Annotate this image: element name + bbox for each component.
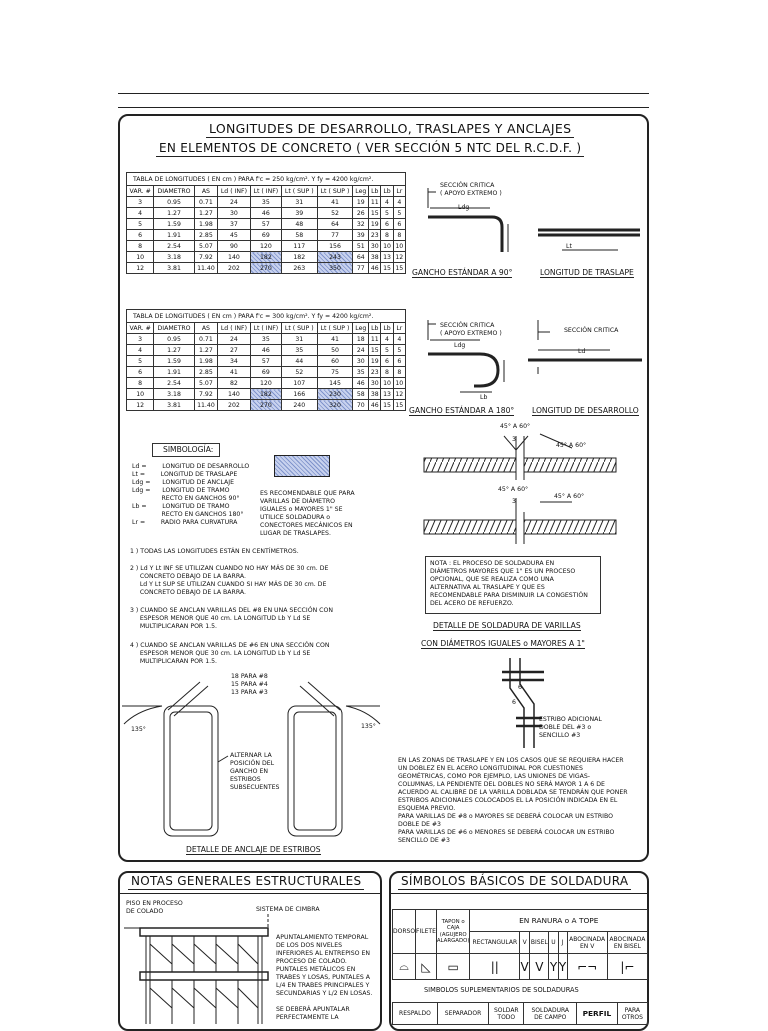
table-cell: 39: [353, 230, 369, 241]
symbol-tapon: ▭: [436, 954, 470, 980]
notas-generales-title: NOTAS GENERALES ESTRUCTURALES: [128, 874, 364, 888]
table-cell: 46: [369, 400, 381, 411]
symbol-v: V: [520, 954, 530, 980]
dim-a: 6: [518, 684, 522, 691]
table-cell: 35: [250, 334, 281, 345]
table-cell: 15: [393, 400, 405, 411]
table-cell: 3.81: [154, 400, 195, 411]
table-cell: 70: [353, 400, 369, 411]
table-cell: 166: [281, 389, 317, 400]
table-header: DIAMETRO: [154, 323, 195, 334]
gancho-180-title: GANCHO ESTÁNDAR A 180°: [409, 406, 515, 415]
col-filete: FILETE: [416, 910, 437, 954]
table-cell: 1.98: [194, 219, 217, 230]
angle-135-right: 135°: [361, 723, 376, 730]
table-cell: 50: [317, 345, 353, 356]
table-cell: 2.85: [194, 367, 217, 378]
table-row: [127, 356, 406, 367]
table-cell: 4: [393, 334, 405, 345]
table-cell: 13: [381, 389, 393, 400]
table-cell: 5: [381, 345, 393, 356]
sup-respaldo: RESPALDO: [393, 1003, 438, 1025]
table-cell: 5: [393, 208, 405, 219]
table-row: [127, 367, 406, 378]
table-caption: TABLA DE LONGITUDES ( EN cm ) PARA f'c = 250 kg/cm². Y fy = 4200 kg/cm².: [127, 173, 406, 186]
table-cell: 240: [281, 400, 317, 411]
table-header: AS: [194, 186, 217, 197]
table-cell: 57: [250, 356, 281, 367]
supplementary-symbols-table: [392, 1002, 648, 1025]
table-row: [127, 263, 406, 274]
table-cell: 202: [218, 263, 251, 274]
table-header: VAR. #: [127, 323, 154, 334]
table-cell: 145: [317, 378, 353, 389]
table-header: Lt ( SUP ): [281, 186, 317, 197]
alternar-text: ALTERNAR LA POSICIÓN DEL GANCHO EN ESTRIBOS SUBSECUENTES: [230, 752, 280, 791]
table-cell: 35: [281, 345, 317, 356]
simbologia-title: SIMBOLOGÍA:: [163, 445, 214, 454]
table-cell: 27: [218, 345, 251, 356]
col-bisel: BISEL: [530, 932, 549, 954]
length-table-300: [126, 309, 406, 411]
table-cell: 8: [393, 230, 405, 241]
table-cell: 4: [127, 345, 154, 356]
col-u: U: [549, 932, 558, 954]
table-cell: 30: [218, 208, 251, 219]
table-cell: 8: [381, 230, 393, 241]
table-cell: 11: [369, 334, 381, 345]
ldg-label-180: Ldg: [454, 342, 466, 349]
table-cell: 1.59: [154, 219, 195, 230]
table-cell: 8: [127, 378, 154, 389]
table-cell: 0.71: [194, 197, 217, 208]
table-cell: 5.07: [194, 378, 217, 389]
table-cell: 32: [353, 219, 369, 230]
table-cell: 31: [281, 197, 317, 208]
table-cell: 15: [393, 263, 405, 274]
table-cell: 69: [250, 230, 281, 241]
table-cell: 1.91: [154, 367, 195, 378]
table-cell: 1.27: [154, 345, 195, 356]
table-cell: 3.18: [154, 389, 195, 400]
header-rule-top: [118, 93, 649, 94]
table-cell: 3.18: [154, 252, 195, 263]
traslape-title: LONGITUD DE TRASLAPE: [540, 268, 634, 277]
weld-gap-2: 3: [512, 498, 516, 505]
note-1: 1 ) TODAS LAS LONGITUDES ESTÁN EN CENTÍMETROS.: [130, 548, 299, 555]
table-cell: 1.27: [194, 208, 217, 219]
table-header: Lb: [369, 323, 381, 334]
table-cell: 12: [393, 252, 405, 263]
col-j: J: [558, 932, 567, 954]
table-cell: 3: [127, 334, 154, 345]
table-cell: 1.91: [154, 230, 195, 241]
hatch-legend-swatch: [274, 455, 330, 477]
table-cell: 4: [381, 197, 393, 208]
table-cell: 19: [369, 219, 381, 230]
table-cell: 64: [317, 219, 353, 230]
table-cell: 6: [127, 230, 154, 241]
table-cell: 69: [250, 367, 281, 378]
table-header: AS: [194, 323, 217, 334]
table-cell: 6: [127, 367, 154, 378]
table-cell: 45: [218, 230, 251, 241]
panel-title-1: LONGITUDES DE DESARROLLO, TRASLAPES Y ANCLAJES: [206, 121, 574, 136]
table-header: Leg: [353, 323, 369, 334]
table-cell: 58: [281, 230, 317, 241]
table-cell: 8: [127, 241, 154, 252]
table-cell: 140: [218, 252, 251, 263]
piso-label: PISO EN PROCESO DE COLADO: [126, 900, 183, 915]
stirrup-title: DETALLE DE ANCLAJE DE ESTRIBOS: [186, 845, 321, 854]
table-cell: 120: [250, 378, 281, 389]
table-cell: 30: [369, 378, 381, 389]
table-header: Ld ( INF): [218, 186, 251, 197]
col-rectangular: RECTANGULAR: [470, 932, 520, 954]
table-caption: TABLA DE LONGITUDES ( EN cm ) PARA f'c = 300 kg/cm². Y fy = 4200 kg/cm².: [127, 310, 406, 323]
table-header: Leg: [353, 186, 369, 197]
weld-note-text: NOTA : EL PROCESO DE SOLDADURA EN DIÁMETROS MAYORES QUE 1" ES UN PROCESO OPCIONAL, QUE SE REALIZA COMO UNA ALTERNATIVA AL TRASLAPE Y QUE ES RECOMENDABLE PARA DISMINUIR LA CONGESTIÓN DEL ACERO DE REFUERZO.: [430, 560, 588, 607]
sistema-label: SISTEMA DE CIMBRA: [256, 906, 320, 913]
table-cell: 8: [393, 367, 405, 378]
table-cell: 12: [127, 400, 154, 411]
apuntalar-text: SE DEBERÁ APUNTALAR PERFECTAMENTE LA: [276, 1006, 350, 1021]
table-cell: 15: [369, 345, 381, 356]
table-cell: 51: [353, 241, 369, 252]
table-cell: 26: [353, 208, 369, 219]
table-cell: 46: [369, 263, 381, 274]
table-cell: 182: [281, 252, 317, 263]
col-tapon: TAPON o CAJA (AGUJERO ALARGADO): [436, 910, 470, 954]
estribo-adicional-text: ESTRIBO ADICIONAL DOBLE DEL #3 o SENCILLO #3: [539, 716, 602, 739]
table-cell: 10: [381, 378, 393, 389]
table-cell: 77: [353, 263, 369, 274]
table-row: [127, 197, 406, 208]
symbol-rectangular: ||: [470, 954, 520, 980]
table-header-row: [127, 186, 406, 197]
table-header: Lt ( INF): [250, 323, 281, 334]
table-cell: 5: [127, 356, 154, 367]
gancho-90-title: GANCHO ESTÁNDAR A 90°: [412, 268, 513, 277]
table-cell: 270: [250, 400, 281, 411]
col-v: V: [520, 932, 530, 954]
table-row: [127, 345, 406, 356]
table-cell: 64: [353, 252, 369, 263]
weld-gap-1: 3: [512, 436, 516, 443]
sup-campo: SOLDADURA DE CAMPO: [524, 1003, 577, 1025]
table-cell: 24: [218, 197, 251, 208]
traslape-notes: EN LAS ZONAS DE TRASLAPE Y EN LOS CASOS QUE SE REQUIERA HACER UN DOBLEZ EN EL ACERO LONGITUDINAL POR CUESTIONES GEOMÉTRICAS, COMO POR EJEMPLO, LAS UNIONES DE VIGAS- COLUMNAS, LA PENDIENTE DEL DOBLES NO SERÁ MAYOR 1 A 6 DE ACUERDO AL CALIBRE DE LA VARILLA DOBLADA SE TENDRÁN QUE PONER ESTRIBOS ADICIONALES COLOCADOS EL LA POSICIÓN INDICADA EN EL ESQUEMA PREVIO. PARA VARILLAS DE #8 o MAYORES SE DEBERÁ COLOCAR UN ESTRIBO DOBLE DE #3 PARA VARILLAS DE #6 o MENORES SE DEBERÁ COLOCAR UN ESTRIBO SENCILLO DE #3: [398, 757, 628, 844]
table-row: [127, 208, 406, 219]
table-row: [127, 241, 406, 252]
table-cell: 44: [281, 356, 317, 367]
table-cell: 10: [127, 252, 154, 263]
table-cell: 38: [369, 389, 381, 400]
table-cell: 7.92: [194, 252, 217, 263]
table-header: Lb: [381, 186, 393, 197]
note-4: 4 ) CUANDO SE ANCLAN VARILLAS DE #6 EN UNA SECCIÓN CON ESPESOR MENOR QUE 30 cm. LA LONGITUD Lb Y Ld SE MULTIPLICARAN POR 1.5.: [130, 642, 330, 665]
table-cell: 75: [317, 367, 353, 378]
table-cell: 18: [353, 334, 369, 345]
length-table-250: [126, 172, 406, 274]
table-cell: 5: [381, 208, 393, 219]
table-header: Lt ( INF): [250, 186, 281, 197]
table-cell: 82: [218, 378, 251, 389]
symbol-filete: ◺: [416, 954, 437, 980]
table-header: Lt ( SUP ): [317, 323, 353, 334]
table-header: VAR. #: [127, 186, 154, 197]
table-cell: 35: [250, 197, 281, 208]
table-cell: 60: [317, 356, 353, 367]
note-2: 2 ) Ld Y Lt INF SE UTILIZAN CUANDO NO HAY MÁS DE 30 cm. DE CONCRETO DEBAJO DE LA BARRA. Ld Y Lt SUP SE UTILIZAN CUANDO SI HAY MÁS DE 30 cm. DE CONCRETO DEBAJO DE LA BARRA.: [130, 565, 329, 596]
table-cell: 5: [393, 345, 405, 356]
table-cell: 12: [393, 389, 405, 400]
table-cell: 52: [281, 367, 317, 378]
table-cell: 117: [281, 241, 317, 252]
table-cell: 11: [369, 197, 381, 208]
table-cell: 6: [381, 219, 393, 230]
table-cell: 2.54: [154, 241, 195, 252]
table-row: [127, 230, 406, 241]
table-row: [127, 389, 406, 400]
soldadura-title: SÍMBOLOS BÁSICOS DE SOLDADURA: [398, 874, 631, 888]
ld-label: Ld: [578, 348, 586, 355]
seccion-critica-desarrollo: SECCIÓN CRITICA: [564, 327, 619, 334]
table-cell: 0.95: [154, 334, 195, 345]
table-cell: 2.54: [154, 378, 195, 389]
table-header: Lr: [393, 323, 405, 334]
table-cell: 30: [353, 356, 369, 367]
panel-title-2: EN ELEMENTOS DE CONCRETO ( VER SECCIÓN 5 NTC DEL R.C.D.F. ): [156, 141, 584, 155]
table-cell: 30: [369, 241, 381, 252]
table-cell: 10: [393, 378, 405, 389]
table-cell: 3: [127, 197, 154, 208]
table-cell: 77: [317, 230, 353, 241]
symbol-abocinada-v: ⌐¬: [567, 954, 607, 980]
table-cell: 15: [381, 400, 393, 411]
table-cell: 0.71: [194, 334, 217, 345]
sup-soldar-todo: SOLDAR TODO: [489, 1003, 524, 1025]
table-cell: 1.27: [194, 345, 217, 356]
weld-title-2: CON DIÁMETROS IGUALES o MAYORES A 1": [421, 639, 585, 648]
hook-diagrams: [410, 172, 646, 442]
table-cell: 19: [353, 197, 369, 208]
table-cell: 37: [218, 219, 251, 230]
col-abocinada-v: ABOCINADA EN V: [567, 932, 607, 954]
symbol-dorso: ⌓: [393, 954, 416, 980]
table-cell: 46: [250, 208, 281, 219]
col-en-ranura: EN RANURA o A TOPE: [470, 910, 648, 932]
table-cell: 8: [381, 367, 393, 378]
table-cell: 23: [369, 367, 381, 378]
lt-label: Lt: [566, 243, 572, 250]
table-header-row: [127, 323, 406, 334]
table-cell: 10: [127, 389, 154, 400]
table-row: [127, 252, 406, 263]
apuntalamiento-text: APUNTALAMIENTO TEMPORAL DE LOS DOS NIVELES INFERIORES AL ENTREPISO EN PROCESO DE COLADO. PUNTALES METÁLICOS EN TRABES Y LOSAS, PUNTALES A L/4 EN TRABES PRINCIPALES Y SECUNDARIAS Y L/2 EN LOSAS.: [276, 934, 373, 997]
table-cell: 5: [127, 219, 154, 230]
table-cell: 6: [393, 219, 405, 230]
symbol-abocinada-bisel: |⌐: [607, 954, 647, 980]
table-cell: 5.07: [194, 241, 217, 252]
table-cell: 182: [250, 252, 281, 263]
table-header: Lr: [393, 186, 405, 197]
table-cell: 35: [353, 367, 369, 378]
table-cell: 23: [369, 230, 381, 241]
table-cell: 10: [393, 241, 405, 252]
table-row: [127, 378, 406, 389]
table-cell: 7.92: [194, 389, 217, 400]
table-cell: 202: [218, 400, 251, 411]
table-cell: 1.98: [194, 356, 217, 367]
table-cell: 230: [317, 389, 353, 400]
ldg-label-90: Ldg: [458, 204, 470, 211]
table-header: Lb: [381, 323, 393, 334]
table-cell: 350: [317, 263, 353, 274]
table-cell: 48: [281, 219, 317, 230]
table-cell: 6: [393, 356, 405, 367]
shoring-diagram: [124, 914, 274, 1024]
table-cell: 0.95: [154, 197, 195, 208]
table-row: [127, 400, 406, 411]
table-cell: 1.27: [154, 208, 195, 219]
table-cell: 52: [317, 208, 353, 219]
table-cell: 2.85: [194, 230, 217, 241]
table-cell: 41: [218, 367, 251, 378]
weld-angle-1: 45° A 60°: [500, 423, 531, 430]
table-row: [127, 334, 406, 345]
table-row: [127, 219, 406, 230]
table-cell: 41: [317, 197, 353, 208]
table-cell: 13: [381, 252, 393, 263]
table-cell: 90: [218, 241, 251, 252]
stirrup-list: 18 PARA #8 15 PARA #4 13 PARA #3: [231, 673, 268, 696]
table-cell: 41: [317, 334, 353, 345]
seccion-critica-180: SECCIÓN CRITICA ( APOYO EXTREMO ): [440, 322, 502, 337]
table-header: Lt ( SUP ): [281, 323, 317, 334]
table-cell: 46: [353, 378, 369, 389]
table-cell: 11.40: [194, 400, 217, 411]
table-cell: 46: [250, 345, 281, 356]
table-cell: 1.59: [154, 356, 195, 367]
sup-separador: SEPARADOR: [437, 1003, 488, 1025]
lb-label: Lb: [480, 394, 488, 401]
seccion-critica-90: SECCIÓN CRITICA ( APOYO EXTREMO ): [440, 182, 502, 197]
table-cell: 4: [127, 208, 154, 219]
desarrollo-title: LONGITUD DE DESARROLLO: [532, 406, 639, 415]
weld-title-1: DETALLE DE SOLDADURA DE VARILLAS: [433, 621, 581, 630]
table-cell: 10: [381, 241, 393, 252]
recomendacion-text: ES RECOMENDABLE QUE PARA VARILLAS DE DIÁMETRO IGUALES o MAYORES 1" SE UTILICE SOLDADURA o CONECTORES MECÁNICOS EN LUGAR DE TRASLAPES.: [260, 490, 355, 537]
notas-title-rule: [118, 893, 382, 894]
table-header: Lb: [369, 186, 381, 197]
table-cell: 107: [281, 378, 317, 389]
table-cell: 270: [250, 263, 281, 274]
soldadura-title-rule: [389, 893, 649, 894]
table-cell: 140: [218, 389, 251, 400]
table-header: Ld ( INF): [218, 323, 251, 334]
table-cell: 34: [218, 356, 251, 367]
table-header: Lt ( SUP ): [317, 186, 353, 197]
sup-perfil: PERFIL: [577, 1003, 618, 1025]
table-cell: 57: [250, 219, 281, 230]
header-rule-bottom: [118, 107, 649, 108]
table-cell: 4: [381, 334, 393, 345]
col-abocinada-bisel: ABOCINADA EN BISEL: [607, 932, 647, 954]
table-cell: 3.81: [154, 263, 195, 274]
table-cell: 15: [369, 208, 381, 219]
table-cell: 320: [317, 400, 353, 411]
symbol-bisel: V: [530, 954, 549, 980]
col-dorso: DORSO: [393, 910, 416, 954]
table-cell: 6: [381, 356, 393, 367]
table-cell: 4: [393, 197, 405, 208]
table-cell: 31: [281, 334, 317, 345]
table-cell: 243: [317, 252, 353, 263]
table-cell: 182: [250, 389, 281, 400]
suplementarios-title: SIMBOLOS SUPLEMENTARIOS DE SOLDADURAS: [424, 986, 579, 994]
table-cell: 156: [317, 241, 353, 252]
table-cell: 19: [369, 356, 381, 367]
weld-angle-3: 45° A 60°: [498, 486, 529, 493]
simbologia-items: Ld = LONGITUD DE DESARROLLO Lt = LONGITUD DE TRASLAPE Ldg = LONGITUD DE ANCLAJE Ldg = LONGITUD DE TRAMO RECTO EN GANCHOS 90° Lb = LONGITUD DE TRAMO RECTO EN GANCHOS 180° Lr = RADIO PARA CURVATURA: [132, 463, 250, 526]
table-cell: 11.40: [194, 263, 217, 274]
table-cell: 263: [281, 263, 317, 274]
table-cell: 24: [353, 345, 369, 356]
table-cell: 12: [127, 263, 154, 274]
dim-b: 6: [512, 699, 516, 706]
table-cell: 38: [369, 252, 381, 263]
table-cell: 58: [353, 389, 369, 400]
table-cell: 39: [281, 208, 317, 219]
symbol-u: Y: [549, 954, 558, 980]
symbol-j: Y: [558, 954, 567, 980]
weld-angle-4: 45° A 60°: [554, 493, 585, 500]
table-cell: 24: [218, 334, 251, 345]
weld-angle-2: 45° A 60°: [556, 442, 587, 449]
note-3: 3 ) CUANDO SE ANCLAN VARILLAS DEL #8 EN UNA SECCIÓN CON ESPESOR MENOR QUE 40 cm. LA LONGITUD Lb Y Ld SE MULTIPLICARAN POR 1.5.: [130, 607, 333, 630]
table-cell: 120: [250, 241, 281, 252]
table-header: DIAMETRO: [154, 186, 195, 197]
angle-135-left: 135°: [131, 726, 146, 733]
sup-para-otros: PARA OTROS: [617, 1003, 647, 1025]
table-cell: 15: [381, 263, 393, 274]
weld-symbols-table: [392, 909, 648, 980]
